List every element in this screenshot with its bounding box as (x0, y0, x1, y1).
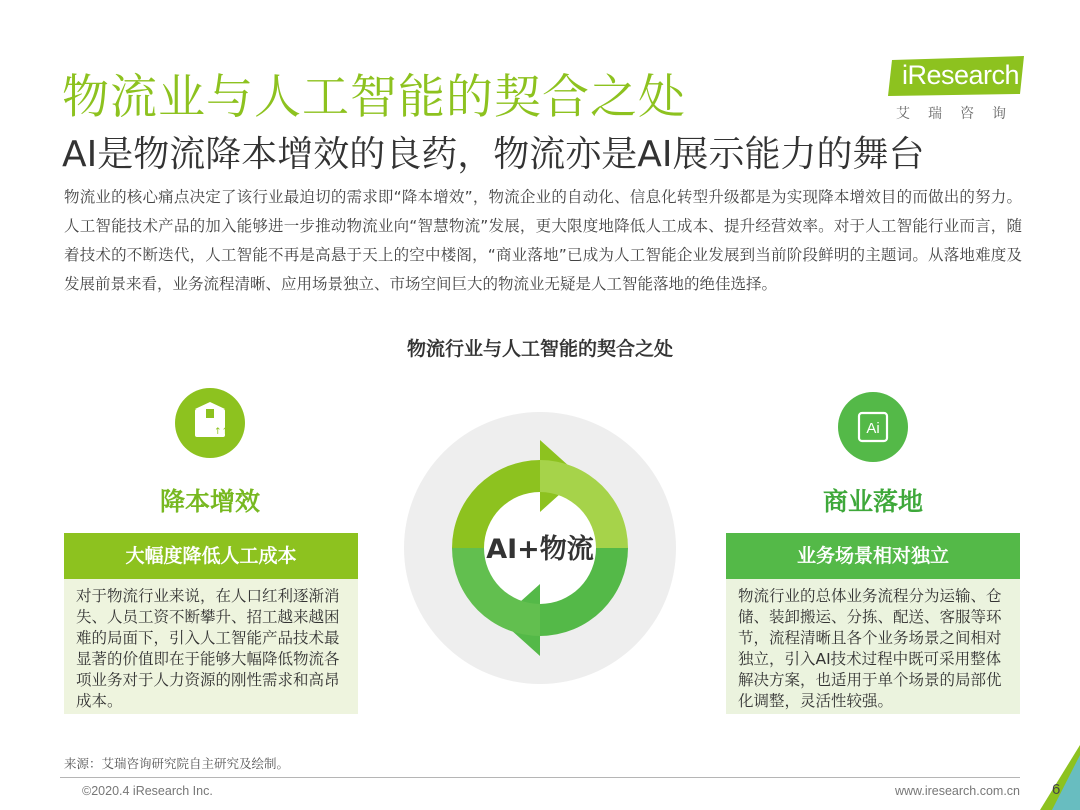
page-subtitle: AI是物流降本增效的良药，物流亦是AI展示能力的舞台 (62, 134, 925, 175)
iresearch-logo (888, 56, 1038, 126)
left-heading: 降本增效 (159, 487, 260, 516)
right-heading: 商业落地 (822, 487, 923, 516)
left-bar-label: 大幅度降低人工成本 (64, 533, 358, 579)
intro-paragraph: 物流业的核心痛点决定了该行业最迫切的需求即“降本增效”，物流企业的自动化、信息化转型升级都是为实现降本增效目的而做出的努力。人工智能技术产品的加入能够进一步推动物流业向“智慧物流”发展，更大限度地降低人工成本、提升经营效率。对于人工智能行业而言，随着技术的不断迭代，人工智能不再是高悬于天上的空中楼阁，“商业落地”已成为人工智能企业发展到当前阶段鲜明的主题词。从落地难度及发展前景来看，业务流程清晰、应用场景独立、市场空间巨大的物流业无疑是人工智能落地的绝佳选择。 (64, 188, 1022, 293)
page-number: 6 (1052, 781, 1061, 798)
logo-text: iResearch (902, 60, 1020, 90)
website-link[interactable]: www.iresearch.com.cn (894, 784, 1020, 798)
cycle-center-label: AI+物流 (486, 534, 594, 565)
right-bar-label: 业务场景相对独立 (726, 533, 1020, 579)
ai-icon-text: Ai (866, 420, 880, 437)
ai-icon (838, 392, 908, 462)
footer-divider (60, 777, 1020, 778)
svg-text:↑↑: ↑↑ (214, 427, 230, 437)
copyright-text: ©2020.4 iResearch Inc. (82, 784, 213, 798)
diagram-title: 物流行业与人工智能的契合之处 (406, 338, 673, 360)
right-description: 物流行业的总体业务流程分为运输、仓储、装卸搬运、分拣、配送、客服等环节，流程清晰且各个业务场景之间相对独立，引入AI技术过程中既可采用整体解决方案，也适用于单个场景的局部优化调整，灵活性较强。 (726, 579, 1020, 714)
source-note: 来源：艾瑞咨询研究院自主研究及绘制。 (64, 756, 290, 771)
page-title: 物流业与人工智能的契合之处 (62, 70, 686, 125)
logo-chinese-name: 艾瑞咨询 (896, 106, 1024, 122)
corner-decoration (1030, 745, 1080, 810)
left-description: 对于物流行业来说，在人口红利逐渐消失、人员工资不断攀升、招工越来越困难的局面下，引入人工智能产品技术最显著的价值即在于能够大幅降低物流各项业务对于人力资源的刚性需求和高昂成本。 (64, 579, 358, 714)
box-icon (175, 388, 245, 458)
